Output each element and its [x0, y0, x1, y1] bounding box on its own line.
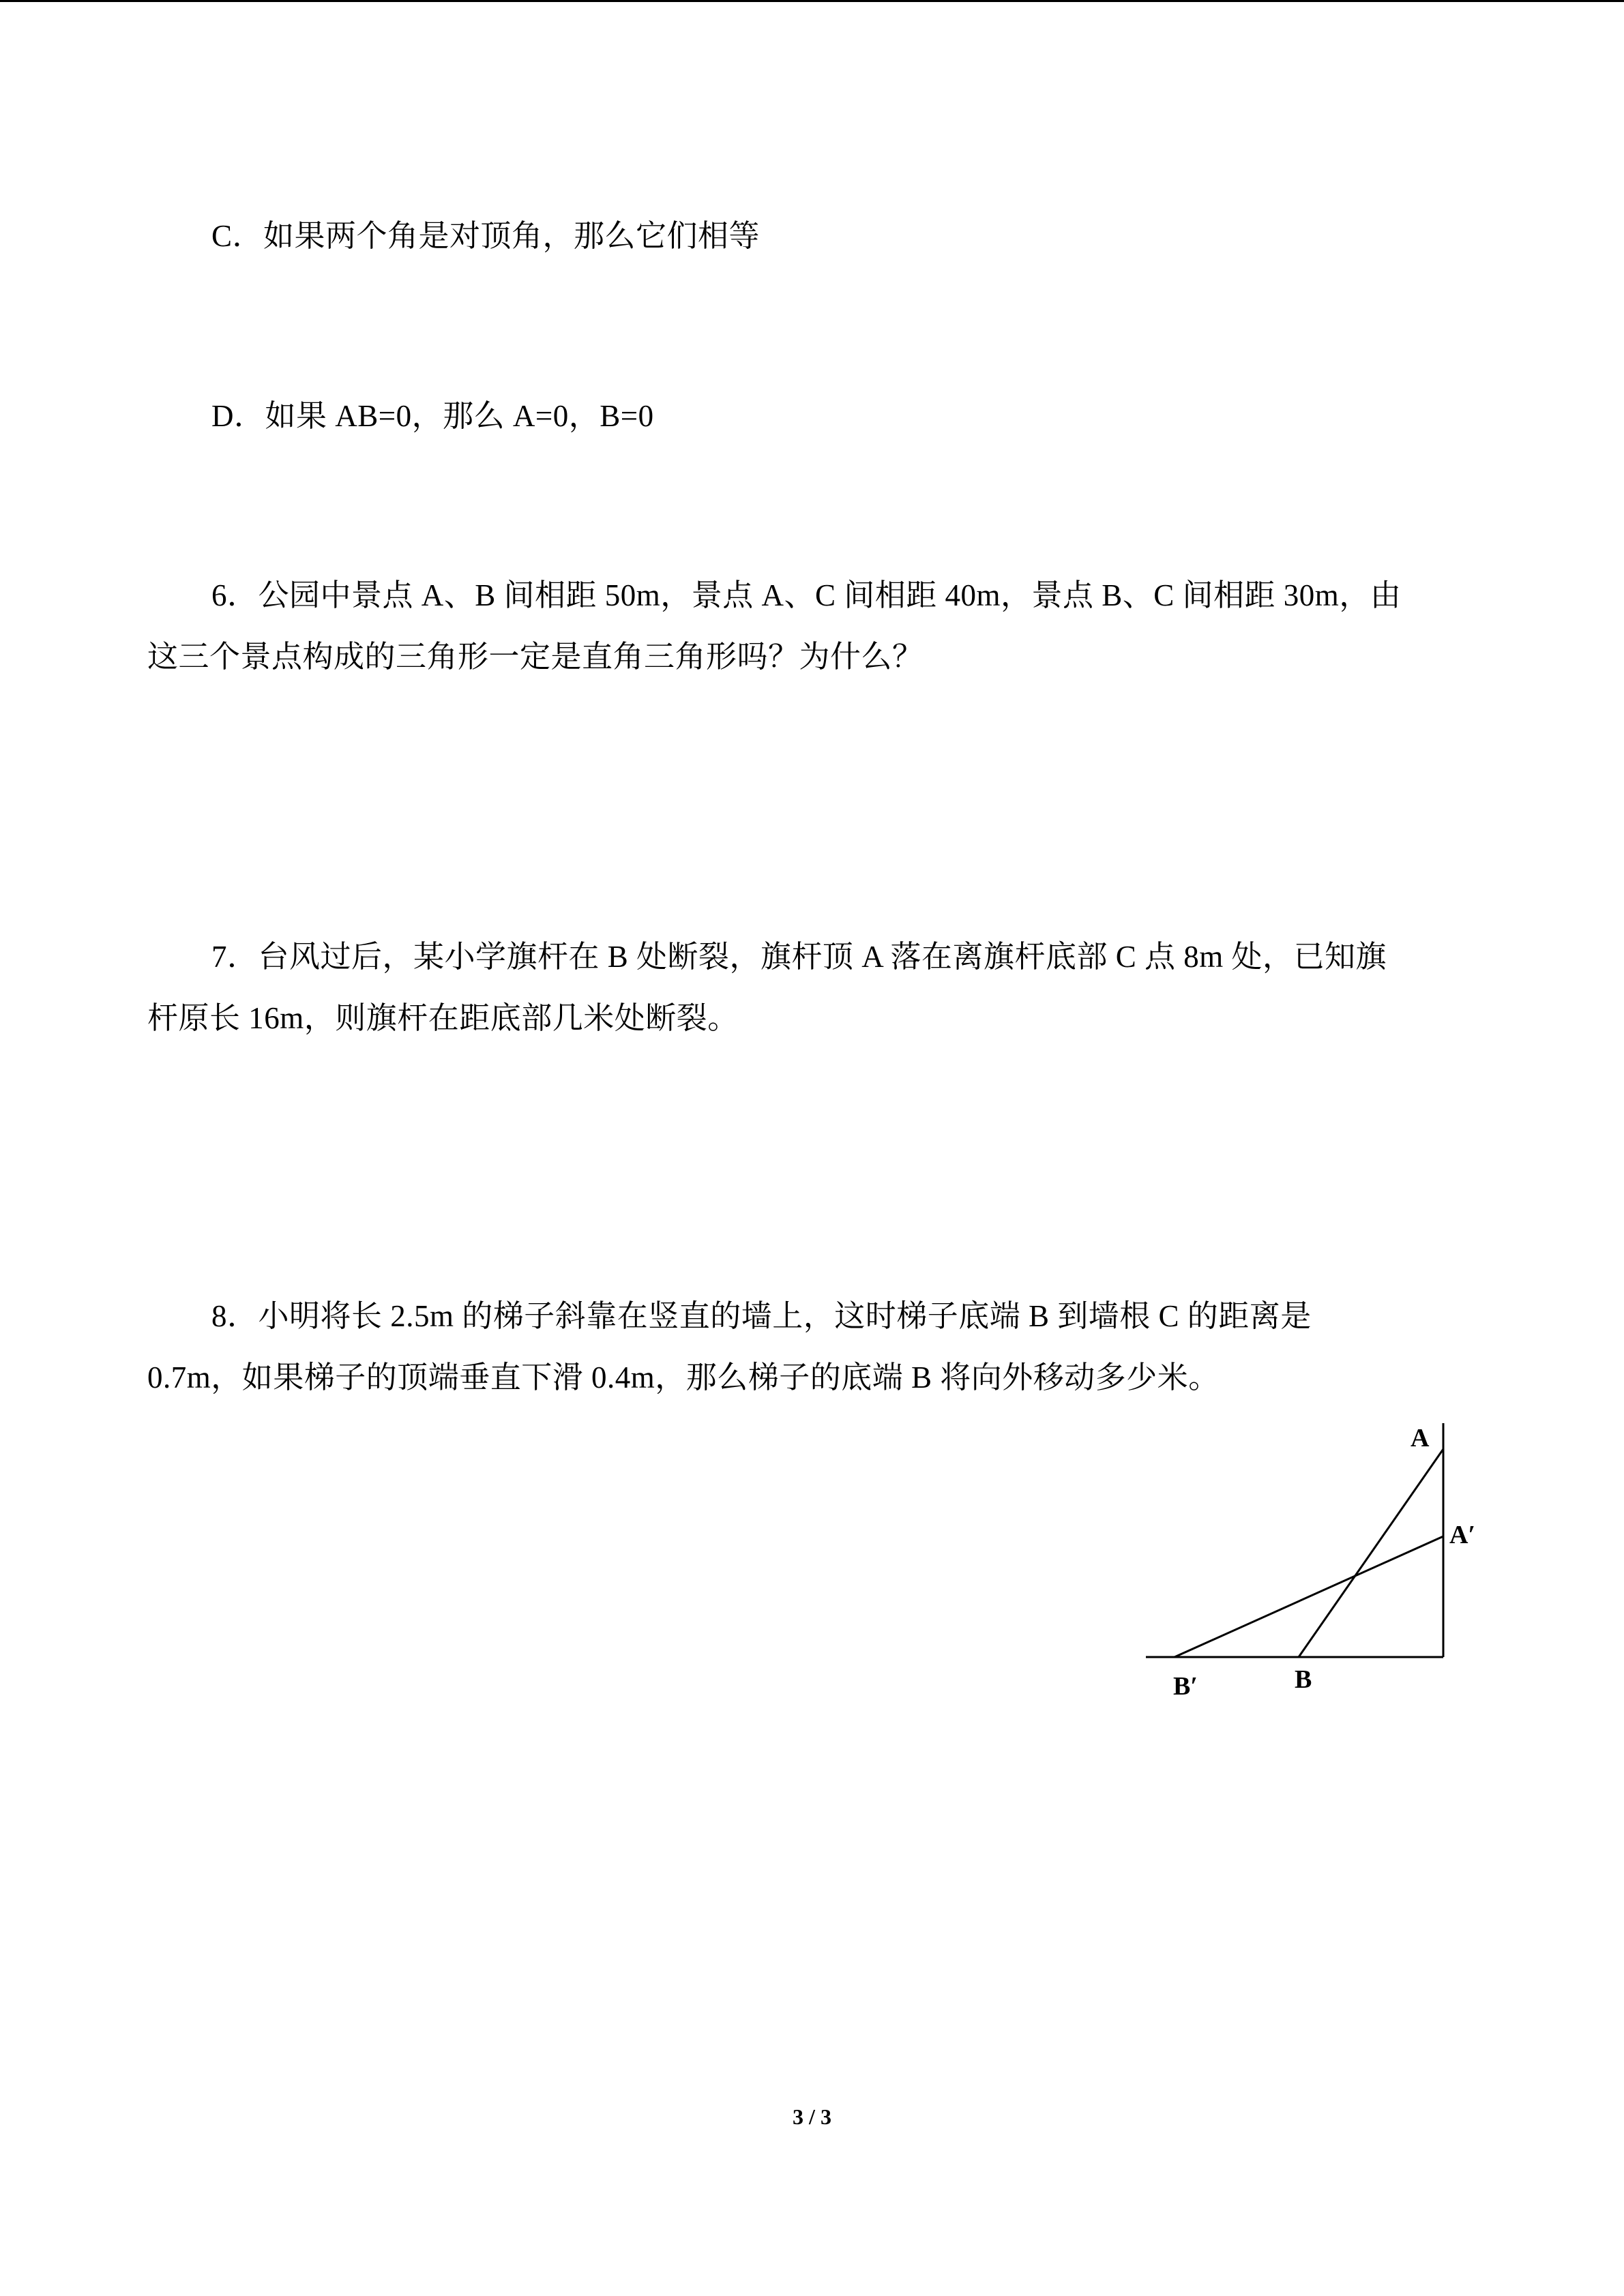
- ladder-moved-line: [1175, 1536, 1443, 1657]
- question-8-line-1: 8．小明将长 2.5m 的梯子斜靠在竖直的墙上，这时梯子底端 B 到墙根 C 的距离是: [211, 1299, 1312, 1333]
- option-d-text: D．如果 AB=0，那么 A=0，B=0: [211, 399, 654, 433]
- question-6-line-2: 这三个景点构成的三角形一定是直角三角形吗？为什么？: [147, 640, 924, 674]
- question-6-line-1: 6．公园中景点 A、B 间相距 50m，景点 A、C 间相距 40m，景点 B、C 间相距 30m，由: [211, 578, 1402, 612]
- ladder-diagram-svg: [1146, 1415, 1528, 1708]
- top-border-line: [0, 0, 1624, 2]
- point-b-prime-label: B′: [1173, 1672, 1198, 1701]
- question-8-line-2: 0.7m，如果梯子的顶端垂直下滑 0.4m，那么梯子的底端 B 将向外移动多少米。: [147, 1360, 1220, 1395]
- ladder-original-line: [1299, 1449, 1443, 1657]
- question-7-line-1: 7．台风过后，某小学旗杆在 B 处断裂，旗杆顶 A 落在离旗杆底部 C 点 8m 处，已知旗: [211, 940, 1387, 974]
- question-7-line-2: 杆原长 16m，则旗杆在距底部几米处断裂。: [147, 1001, 739, 1035]
- point-b-label: B: [1295, 1665, 1312, 1694]
- point-a-label: A: [1411, 1424, 1430, 1452]
- option-c-text: C．如果两个角是对顶角，那么它们相等: [211, 219, 761, 253]
- point-a-prime-label: A′: [1449, 1521, 1476, 1549]
- page-number: 3 / 3: [793, 2104, 831, 2129]
- ladder-diagram: [1146, 1415, 1528, 1708]
